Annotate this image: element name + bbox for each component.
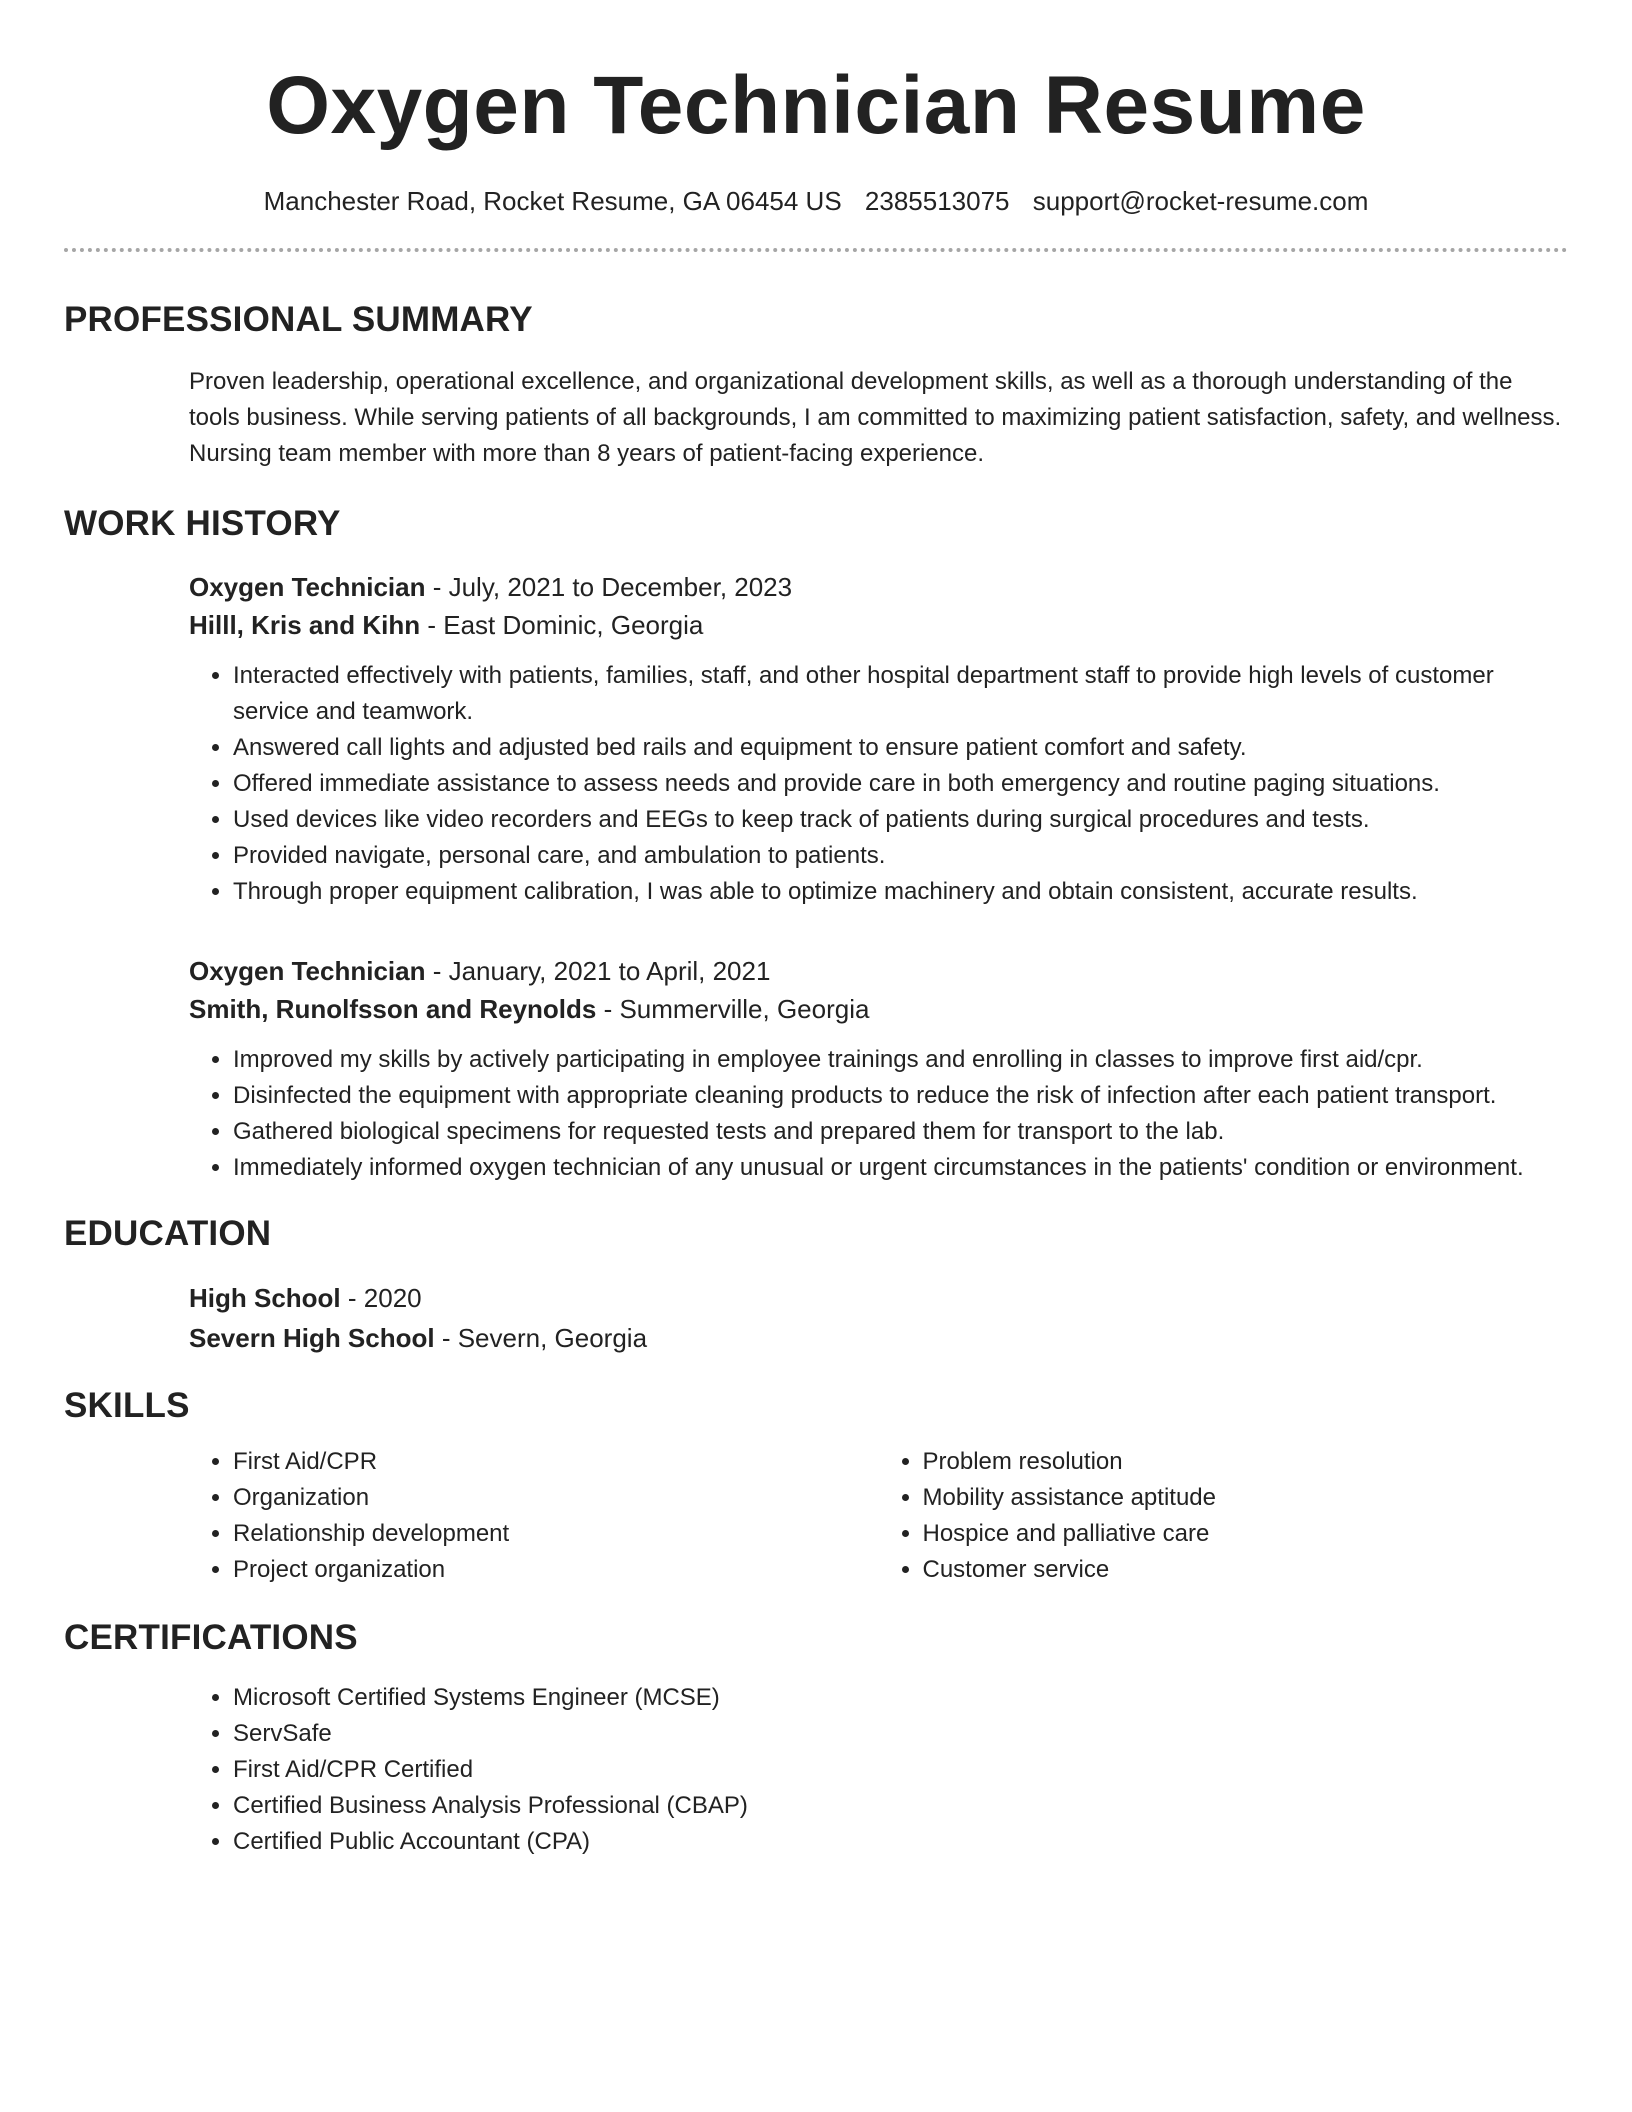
skill-item: • Project organization bbox=[233, 1552, 879, 1588]
skills-heading: SKILLS bbox=[64, 1386, 190, 1425]
certifications-list bbox=[189, 1680, 1568, 1860]
job-entry bbox=[189, 568, 1568, 910]
job-company-line bbox=[189, 606, 1568, 644]
job-location: - Summerville, Georgia bbox=[596, 994, 870, 1024]
job-duty: • Provided navigate, personal care, and ambulation to patients. bbox=[233, 838, 1568, 874]
job-duty: • Disinfected the equipment with appropriate cleaning products to reduce the risk of infection after each patient transport. bbox=[233, 1078, 1568, 1114]
certifications-section bbox=[189, 1680, 1568, 1860]
job-duty: • Interacted effectively with patients, families, staff, and other hospital department staff to provide high levels of customer service and teamwork. bbox=[233, 658, 1568, 730]
job-title-line bbox=[189, 952, 1568, 990]
education-degree-line bbox=[189, 1278, 1568, 1318]
job-company: Smith, Runolfsson and Reynolds bbox=[189, 994, 597, 1024]
header-divider bbox=[64, 248, 1568, 252]
certification-item: • Certified Public Accountant (CPA) bbox=[233, 1824, 1568, 1860]
education-heading: EDUCATION bbox=[64, 1214, 272, 1253]
job-duty: • Offered immediate assistance to assess needs and provide care in both emergency and routine paging situations. bbox=[233, 766, 1568, 802]
certification-item: • Certified Business Analysis Professional (CBAP) bbox=[233, 1788, 1568, 1824]
certifications-heading: CERTIFICATIONS bbox=[64, 1618, 358, 1657]
skill-item: • Relationship development bbox=[233, 1516, 879, 1552]
education-location: - Severn, Georgia bbox=[434, 1323, 648, 1353]
education-entry bbox=[189, 1278, 1568, 1358]
job-duty: • Through proper equipment calibration, I was able to optimize machinery and obtain consistent, accurate results. bbox=[233, 874, 1568, 910]
skills-grid bbox=[189, 1444, 1568, 1588]
job-company: Hilll, Kris and Kihn bbox=[189, 610, 421, 640]
job-entry bbox=[189, 952, 1568, 1186]
skill-item: • First Aid/CPR bbox=[233, 1444, 879, 1480]
job-duty: • Used devices like video recorders and EEGs to keep track of patients during surgical procedures and tests. bbox=[233, 802, 1568, 838]
job-duty: • Answered call lights and adjusted bed rails and equipment to ensure patient comfort and safety. bbox=[233, 730, 1568, 766]
education-school-line bbox=[189, 1318, 1568, 1358]
job-duty: • Gathered biological specimens for requested tests and prepared them for transport to the lab. bbox=[233, 1114, 1568, 1150]
job-title: Oxygen Technician bbox=[189, 956, 426, 986]
contact-address: Manchester Road, Rocket Resume, GA 06454 US bbox=[263, 186, 842, 216]
summary-heading: PROFESSIONAL SUMMARY bbox=[64, 300, 533, 339]
contact-phone: 2385513075 bbox=[864, 186, 1010, 216]
certification-item: • Microsoft Certified Systems Engineer (MCSE) bbox=[233, 1680, 1568, 1716]
job-dates: - January, 2021 to April, 2021 bbox=[425, 956, 771, 986]
resume-title: Oxygen Technician Resume bbox=[266, 60, 1366, 151]
skill-item: • Organization bbox=[233, 1480, 879, 1516]
job-company-line bbox=[189, 990, 1568, 1028]
job-title: Oxygen Technician bbox=[189, 572, 426, 602]
skills-list-left bbox=[189, 1444, 879, 1588]
contact-email: support@rocket-resume.com bbox=[1032, 186, 1369, 216]
job-duty: • Immediately informed oxygen technician of any unusual or urgent circumstances in the patients' condition or environment. bbox=[233, 1150, 1568, 1186]
certification-item: • First Aid/CPR Certified bbox=[233, 1752, 1568, 1788]
summary-text: Proven leadership, operational excellence, and organizational development skills, as well as a thorough understanding of the tools business. While serving patients of all backgrounds, I am committed to maximizing patient satisfaction, safety, and wellness. Nursing team member with more than 8 years of patient-facing experience. bbox=[189, 368, 1562, 467]
skill-item: • Problem resolution bbox=[923, 1444, 1569, 1480]
job-title-line bbox=[189, 568, 1568, 606]
skill-item: • Mobility assistance aptitude bbox=[923, 1480, 1569, 1516]
skill-item: • Customer service bbox=[923, 1552, 1569, 1588]
job-duties-list bbox=[189, 658, 1568, 910]
skill-item: • Hospice and palliative care bbox=[923, 1516, 1569, 1552]
education-year: - 2020 bbox=[340, 1283, 422, 1313]
job-dates: - July, 2021 to December, 2023 bbox=[425, 572, 793, 602]
education-school: Severn High School bbox=[189, 1323, 435, 1353]
job-duties-list bbox=[189, 1042, 1568, 1186]
certification-item: • ServSafe bbox=[233, 1716, 1568, 1752]
education-degree: High School bbox=[189, 1283, 341, 1313]
job-location: - East Dominic, Georgia bbox=[420, 610, 704, 640]
skills-list-right bbox=[879, 1444, 1569, 1588]
job-duty: • Improved my skills by actively participating in employee trainings and enrolling in classes to improve first aid/cpr. bbox=[233, 1042, 1568, 1078]
work-history-heading: WORK HISTORY bbox=[64, 504, 341, 543]
contact-line bbox=[64, 184, 1568, 218]
